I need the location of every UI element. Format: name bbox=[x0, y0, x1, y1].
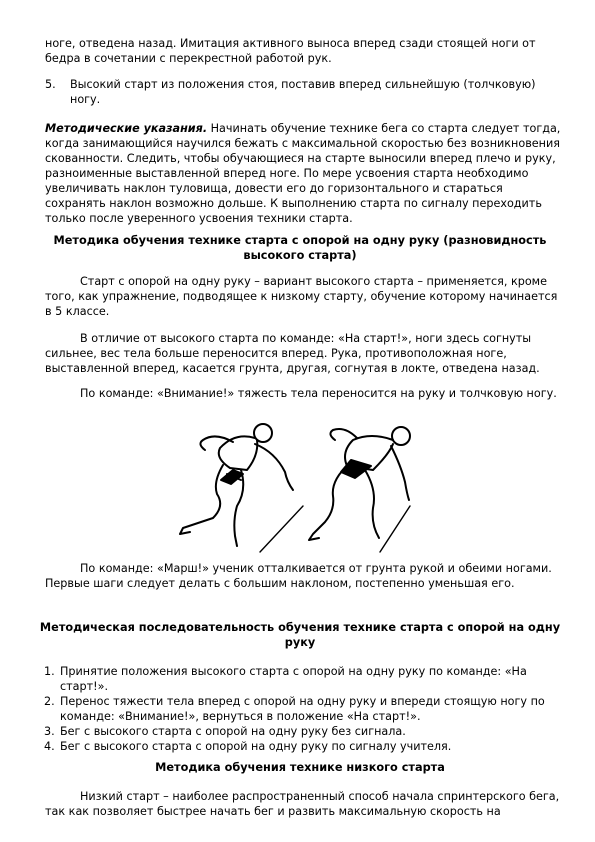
athlete-figure-right bbox=[309, 427, 410, 540]
paragraph-attention: По команде: «Внимание!» тяжесть тела переносится на руку и толчковую ногу. bbox=[80, 387, 557, 400]
list-item-5-number: 5. bbox=[45, 78, 56, 91]
start-illustration bbox=[175, 410, 415, 558]
paragraph-one-hand-intro: Старт с опорой на одну руку – вариант высокого старта – применяется, кроме того, как упражнение, подводящее к низкому старту, обучение которому начинается в 5 классе. bbox=[45, 275, 558, 318]
heading-one-hand-start: Методика обучения технике старта с опорой на одну руку (разновидность высокого старта) bbox=[53, 234, 547, 262]
list-item: 2. Перенос тяжести тела вперед с опорой на одну руку и впереди стоящую ногу по команде: «Внимание!», вернуться в положение «На старт!». bbox=[44, 695, 545, 723]
paragraph-on-your-marks: В отличие от высокого старта по команде: «На старт!», ноги здесь согнуты сильнее, вес тела больше переносится вперед. Рука, противоположная ноге, выставленной вперед, касается грунта, другая, согнутая в локте, отведена назад. bbox=[45, 332, 540, 375]
paragraph-top: ноге, отведена назад. Имитация активного выноса вперед сзади стоящей ноги от бедра в сочетании с перекрестной работой рук. bbox=[45, 37, 536, 65]
heading-methodical-sequence: Методическая последовательность обучения технике старта с опорой на одну руку bbox=[39, 621, 561, 649]
methodical-notes-label: Методические указания. bbox=[45, 122, 208, 135]
paragraph-low-start: Низкий старт – наиболее распространенный способ начала спринтерского бега, так как позволяет быстрее начать бег и развить максимальную скорость на bbox=[45, 790, 560, 818]
methodical-notes-text: Начинать обучение технике бега со старта следует тогда, когда занимающийся научился бежать с максимальной скоростью без возникновения скованности. Следить, чтобы обучающиеся на старте выносили вперед плечо и руку, разноименные выставленной вперед ноге. По мере усвоения старта необходимо увеличивать наклон туловища, довести его до горизонтального и стараться сохранять наклон возможно дольше. К выполнению старта по сигналу переходить только после уверенного усвоения техники старта. bbox=[45, 122, 561, 225]
list-item: 1. Принятие положения высокого старта с опорой на одну руку по команде: «На старт!». bbox=[44, 665, 527, 693]
list-item-5-text: Высокий старт из положения стоя, поставив вперед сильнейшую (толчковую) ногу. bbox=[70, 78, 536, 106]
list-item: 3. Бег с высокого старта с опорой на одну руку без сигнала. bbox=[44, 725, 406, 738]
methodical-notes-paragraph bbox=[45, 121, 565, 226]
paragraph-go: По команде: «Марш!» ученик отталкивается от грунта рукой и обеими ногами. Первые шаги следует делать с большим наклоном, постепенно уменьшая его. bbox=[45, 562, 552, 590]
heading-low-start: Методика обучения технике низкого старта bbox=[155, 761, 445, 774]
athlete-figure-left bbox=[180, 424, 293, 546]
sequence-list bbox=[40, 664, 560, 754]
list-item: 4. Бег с высокого старта с опорой на одну руку по сигналу учителя. bbox=[44, 740, 452, 753]
